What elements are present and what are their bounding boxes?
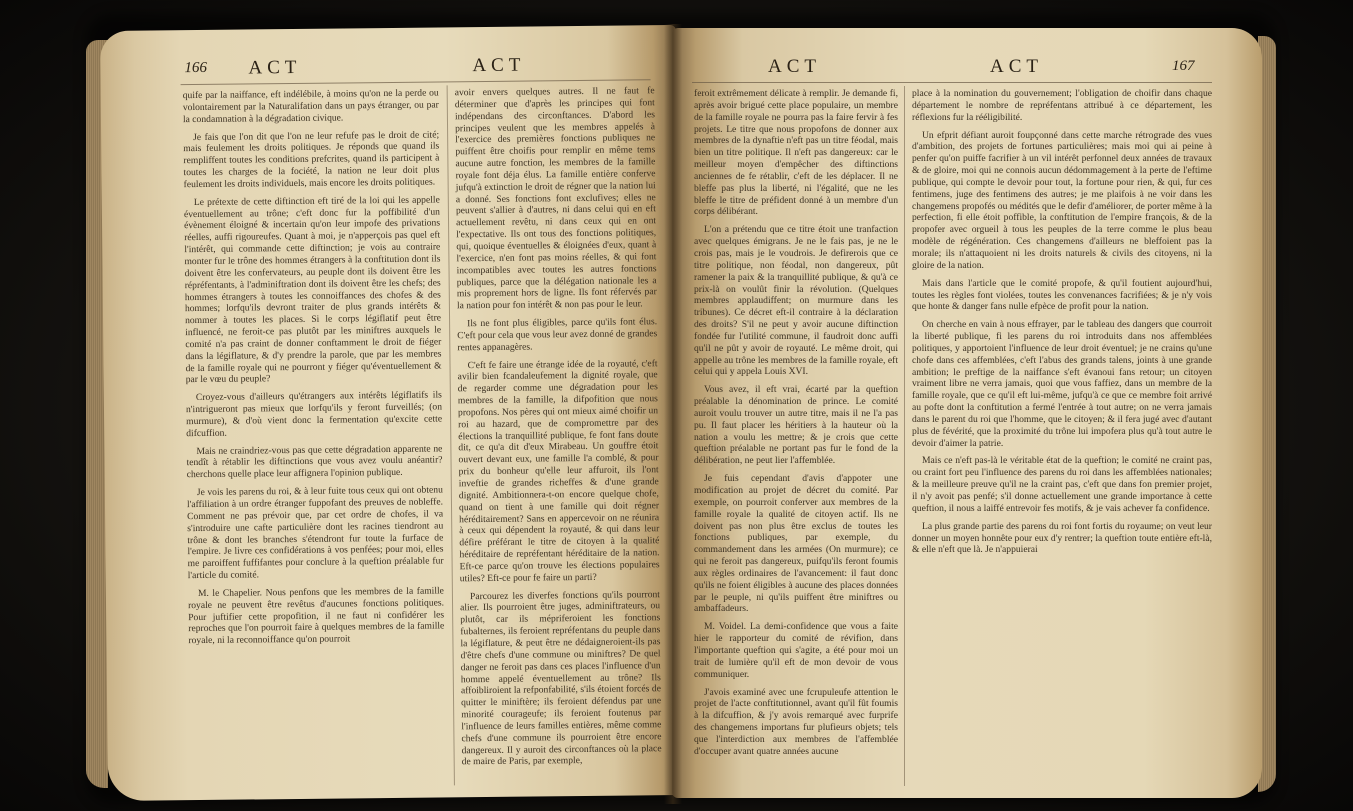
left-page-number: 166 bbox=[184, 59, 207, 77]
left-header-rule bbox=[181, 79, 651, 85]
paragraph: L'on a prétendu que ce titre étoit une tranfaction avec quelques émigrans. Je ne le fais pas, je ne le crois pas, mais je le voudrois. Je defirerois que ce titre politique, non féodal, non dangereux, pût ramener la paix & la tranquillité publique, & qu'à ce prix-là on voulût finir la révolution. (Quelques membres applaudiffent; on murmure dans les tribunes). Ce décret eft-il contraire à la déclaration des droits? S'il ne peut y avoir aucune diftinction fondée fur l'utilité commune, il faudroit donc auffi qu'il ne pût y avoir de royauté. Le même droit, qui appelle au trône les membres de la famille royale, eft celui qui y appela Louis XVI. bbox=[694, 224, 898, 378]
right-column-2 bbox=[912, 88, 1212, 562]
left-column-1 bbox=[183, 87, 445, 653]
paragraph: C'eft fe faire une étrange idée de la royauté, c'eft avilir bien fcandaleufement la dignité royale, que de regarder comme une dégradation pour les membres de la famille, la difpofition que nous propofons. Nos pères qui ont mieux aimé choifir un roi au hazard, que de compromettre par des élections la tranquillité publique, fe font fans doute dit, ce qu'a dit d'eux Mirabeau. Un gouffre étoit ouvert devant eux, une famille l'a comblé, & pour prix du bonheur qu'elle leur affuroit, ils l'ont inveftie de grandes richeffes & d'une grande dignité. Ambitionnera-t-on encore quelque chofe, quand on tient à une famille qui doit régner héréditairement? Sans en appercevoir on ne réunira à ceux qui dépendent la royauté, & qui dans leur défire préférant le titre de citoyen à la qualité héréditaire de repréfentant héréditaire de la nation. Eft-ce parce qu'on trouve les élections populaires utiles? Eft-ce pour fe faire un parti? bbox=[457, 357, 660, 585]
paragraph: Je fais que l'on dit que l'on ne leur refufe pas le droit de cité; mais feulement les droits politiques. Je réponds que quand ils rempliffent toutes les conditions prefcrites, quand ils participent à toutes les charges de la fociété, la nation ne leur doit plus feulement les droits individuels, mais encore les droits politiques. bbox=[183, 129, 440, 191]
right-column-rule bbox=[904, 86, 905, 786]
right-page-number: 167 bbox=[1172, 58, 1195, 74]
right-header-rule bbox=[692, 82, 1212, 83]
paragraph: Mais ce n'eft pas-là le véritable état de la queftion; le comité ne craint pas, ou craint fort peu l'influence des parens du roi dans les affemblées nationales; & la meilleure preuve qu'il ne la craint pas, c'eft que dans fon premier projet, il n'y avoit pas penfé; s'il donne actuellement une grande importance à cette queftion, il nous a laiffé entrevoir fes motifs, & je vais achever fa confidence. bbox=[912, 455, 1212, 514]
paragraph: M. le Chapelier. Nous penfons que les membres de la famille royale ne peuvent être revêtus d'aucunes fonctions politiques. Pour juftifier cette propofition, il ne faut ni confidérer les reproches que l'on pourroit faire à quelques membres de la famille royale, ni la reconnoiffance qu'on pourroit bbox=[187, 585, 445, 647]
paragraph: Ils ne font plus éligibles, parce qu'ils font élus. C'eft pour cela que vous leur avez donné de grandes rentes appanagères. bbox=[457, 316, 658, 354]
left-column-2 bbox=[455, 85, 662, 774]
left-column-rule bbox=[447, 85, 455, 785]
paragraph: Vous avez, il eft vrai, écarté par la queftion préalable la dénomination de prince. Le comité auroit voulu trouver un autre titre, mais il ne l'a pas pu. Il faut placer les héritiers à la hauteur où la nation a voulu les mettre; & je crois que cette queftion préalable ne portant pas fur le fond de la délibération, ne peut lier l'affemblée. bbox=[694, 384, 898, 467]
paragraph: La plus grande partie des parens du roi font fortis du royaume; on veut leur donner un moyen honnête pour eux d'y rentrer; la queftion toute entière eft-là, & elle n'eft que là. Je n'appuierai bbox=[912, 520, 1212, 556]
left-running-head-left: ACT bbox=[248, 56, 302, 79]
paragraph: On cherche en vain à nous effrayer, par le tableau des dangers que courroit la liberté publique, fi les parens du roi introduits dans nos affemblées politiques, y apportoient l'influence de leur droit éventuel; je ne crains qu'une chofe dans ces affemblées, c'eft l'abus des grands talens, joints à une grande ambition; le preftige de la naiffance s'eft évanoui fans retour; un citoyen vraiment libre ne verra jamais, quoi que vous faffiez, dans un membre de la famille royale, que ce qu'il eft lui-même, jufqu'à ce que ce membre foit arrivé au pofte dont la conftitution a fermé l'entrée à tout autre; on ne verra jamais dans le parent du roi que l'homme, que le citoyen; & il fera jugé avec d'autant plus de févérité, que la proximité du trône lui impofera plus qu'à tout autre le devoir d'aimer la patrie. bbox=[912, 319, 1212, 449]
paragraph: Parcourez les diverfes fonctions qu'ils pourront alier. Ils pourroient être juges, adminiftrateurs, ou plutôt, car ils mépriferoient les fonctions fubalternes, ils feroient repréfentans du peuple dans la légiflature, & peut être ne dédaigneroient-ils pas d'être chefs d'une commune ou miniftres? De quel danger ne feroit pas dans ces places l'influence d'un homme appelé éventuellement au trône? Ils affoibliroient la refponfabilité, s'ils étoient forcés de quitter le miniftère; ils feroient défendus par une minorité courageufe; ils feroient foutenus par l'influence de leurs familles entières, même comme chefs d'une commune ils pourroient être encore dangereux. Il y auroit des circonftances où la place de maire de Paris, par exemple, bbox=[460, 588, 662, 768]
paragraph: J'avois examiné avec une fcrupuleufe attention le projet de l'acte conftitutionnel, avant qu'il fût foumis à la difcuffion, & j'y avois remarqué avec furprife des changemens importans fur plufieurs objets; tels que l'interdiction aux membres de l'affemblée d'occuper avant quatre années aucune bbox=[694, 686, 898, 757]
left-page bbox=[100, 25, 684, 801]
paragraph: Je fuis cependant d'avis d'appoter une modification au projet de décret du comité. Par exemple, on pourroit conferver aux membres de la famille royale la qualité de citoyen actif. Ils ne doivent pas non plus être exclus de toutes les fonctions publiques, par exemple, du commandement dans les armées (On murmure); ce qui ne feroit pas dangereux, puifqu'ils feront foumis aux règles ordinaires de l'avancement: il faut donc qu'ils ne foient éligibles à aucune des places données par le peuple, ni qu'ils puiffent être miniftres ou ambaffadeurs. bbox=[694, 473, 898, 615]
paragraph: place à la nomination du gouvernement; l'obligation de choifir dans chaque département le nombre de repréfentans attribué à ce département, les réflexions fur la rééligibilité. bbox=[912, 88, 1212, 123]
left-running-head-right: ACT bbox=[472, 54, 526, 77]
paragraph: quife par la naiffance, eft indélébile, à moins qu'on ne la perde ou volontairement par la Naturalifation dans un pays étranger, ou par la condamnation à la dégradation civique. bbox=[182, 87, 439, 125]
paragraph: avoir envers quelques autres. Il ne faut fe déterminer que d'après les principes qui font indépendans des circonftances. D'abord les principes veulent que les membres appelés à l'exercice des premières fonctions publiques ne puiffent être choifis pour remplir en même tems aucune autre fonction, les membres de la famille royale font déja élus. La famille entière conferve jufqu'à extinction le droit de régner que la nation lui a donné. Ses fonctions font exclufives; elles ne peuvent s'allier à d'autres, ni dans celui qui en eft actuellement revêtu, ni dans ceux qui en ont l'expectative. Ils ont tous des fonctions politiques, qui, quoique éventuelles & éloignées d'eux, quant à l'exercice, n'en font pas moins réelles, & qui font incompatibles avec toutes les autres fonctions publiques, parce que la délégation nationale les a mis proprement hors de ligne. Ils font réfervés par la nation pour fon intérêt & non pas pour le leur. bbox=[454, 85, 657, 312]
right-running-head-left: ACT bbox=[768, 56, 821, 77]
paragraph: M. Voidel. La demi-confidence que vous a faite hier le rapporteur du comité de révifion, dans l'importante queftion qui s'agite, a été pour moi un trait de lumière qu'il eft de mon devoir de vous communiquer. bbox=[694, 621, 898, 680]
paragraph: feroit extrêmement délicate à remplir. Je demande fi, après avoir brigué cette place populaire, un membre de la famille royale ne pourra pas la faire fervir à fes projets. Le titre que nous propofons de donner aux membres de la dynaftie n'eft pas un titre féodal, mais bien un titre politique. Il n'eft pas dangereux: car le meilleur moyen d'empêcher des diftinctions anciennes de fe rétablir, c'eft de les déplacer. Il ne bleffe pas plus la liberté, ni l'égalité, que ne les bleffe le titre de préfident donné à un membre d'un corps délibérant. bbox=[694, 88, 898, 218]
right-running-head-right: ACT bbox=[990, 56, 1043, 77]
paragraph: Mais dans l'article que le comité propofe, & qu'il foutient aujourd'hui, toutes les règles font violées, toutes les convenances facrifiées; & je n'y vois que honte & danger fans nulle efpèce de profit pour la nation. bbox=[912, 277, 1212, 313]
paragraph: Le prétexte de cette diftinction eft tiré de la loi qui les appelle éventuellement au trône; c'eft donc fur la poffibilité d'un évènement éloigné & incertain qu'on leur impofe des privations réelles, auffi rigoureufes. Quant à moi, je n'apperçois pas quel eft l'intérêt, qui commande cette diftinction; je vois au contraire monter fur le trône des hommes étrangers à la conftitution dont ils doivent être les confervateurs, au peuple dont ils doivent être les répréfentants, à l'adminiftration dont ils doivent être les chefs; des hommes étrangers à toutes les connoiffances des chofes & des hommes; lorfqu'ils devront traiter de plus grands intérêts & nommer à toutes les places. Si le corps légiflatif peut être influencé, ne feroit-ce pas plutôt par les miniftres auxquels le comité n'a pas craint de donner conftamment le droit de fiéger dans la légiflature, & d'y prendre la parole, que par les membres de la famille royale qui ne pourront y fiéger qu'éventuellement & par le vœu du peuple? bbox=[183, 194, 442, 386]
paragraph: Je vois les parens du roi, & à leur fuite tous ceux qui ont obtenu l'affiliation à un ordre étranger fuppofant des preuves de nobleffe. Comment ne pas prévoir que, par cet ordre de chofes, il va s'introduire une cafte particulière dont les racines tiendront au trône & dont les branches s'étendront fur toute la furface de l'empire. Je livre ces confidérations à vos penfées; pour moi, elles me paroiffent fuffifantes pour conclure à la queftion préalable fur l'article du comité. bbox=[186, 484, 444, 582]
right-page bbox=[672, 28, 1262, 798]
paragraph: Mais ne craindriez-vous pas que cette dégradation apparente ne tendît à rétablir les diftinctions que vous avez voulu anéantir? cherchons quelle place leur affignera l'opinion publique. bbox=[186, 443, 443, 481]
paragraph: Croyez-vous d'ailleurs qu'étrangers aux intérêts légiflatifs ils n'intrigueront pas mieux que lorfqu'ils y feront furveillés; (on murmure), & d'où vient donc la fermentation qu'excite cette difcuffion. bbox=[185, 389, 443, 439]
paragraph: Un efprit défiant auroit foupçonné dans cette marche rétrograde des vues d'ambition, des projets de fortunes particulières; mais moi qui ai peine à penfer qu'on puiffe facrifier à un vil intérêt perfonnel deux années de travaux & de gloire, moi qui ne connois aucun dédommagement à la perte de l'eftime publique, qui compte le devoir pour tout, la fortune pour rien, & qui, fur ces fentimens, juge des fentimens des autres; je me plaifois à ne voir dans les changemens propofés ou médités que le defir d'améliorer, de porter même à la perfection, fi elle étoit poffible, la conftitution de l'empire françois, & de la propofer avec orgueil à tous les peuples de la terre comme le plus beau modèle de régénération. Ces changemens d'ailleurs ne bleffoient pas la morale; ils n'attaquoient ni les droits naturels & civils des citoyens, ni la gloire de la nation. bbox=[912, 129, 1212, 271]
right-column-1 bbox=[694, 88, 898, 764]
